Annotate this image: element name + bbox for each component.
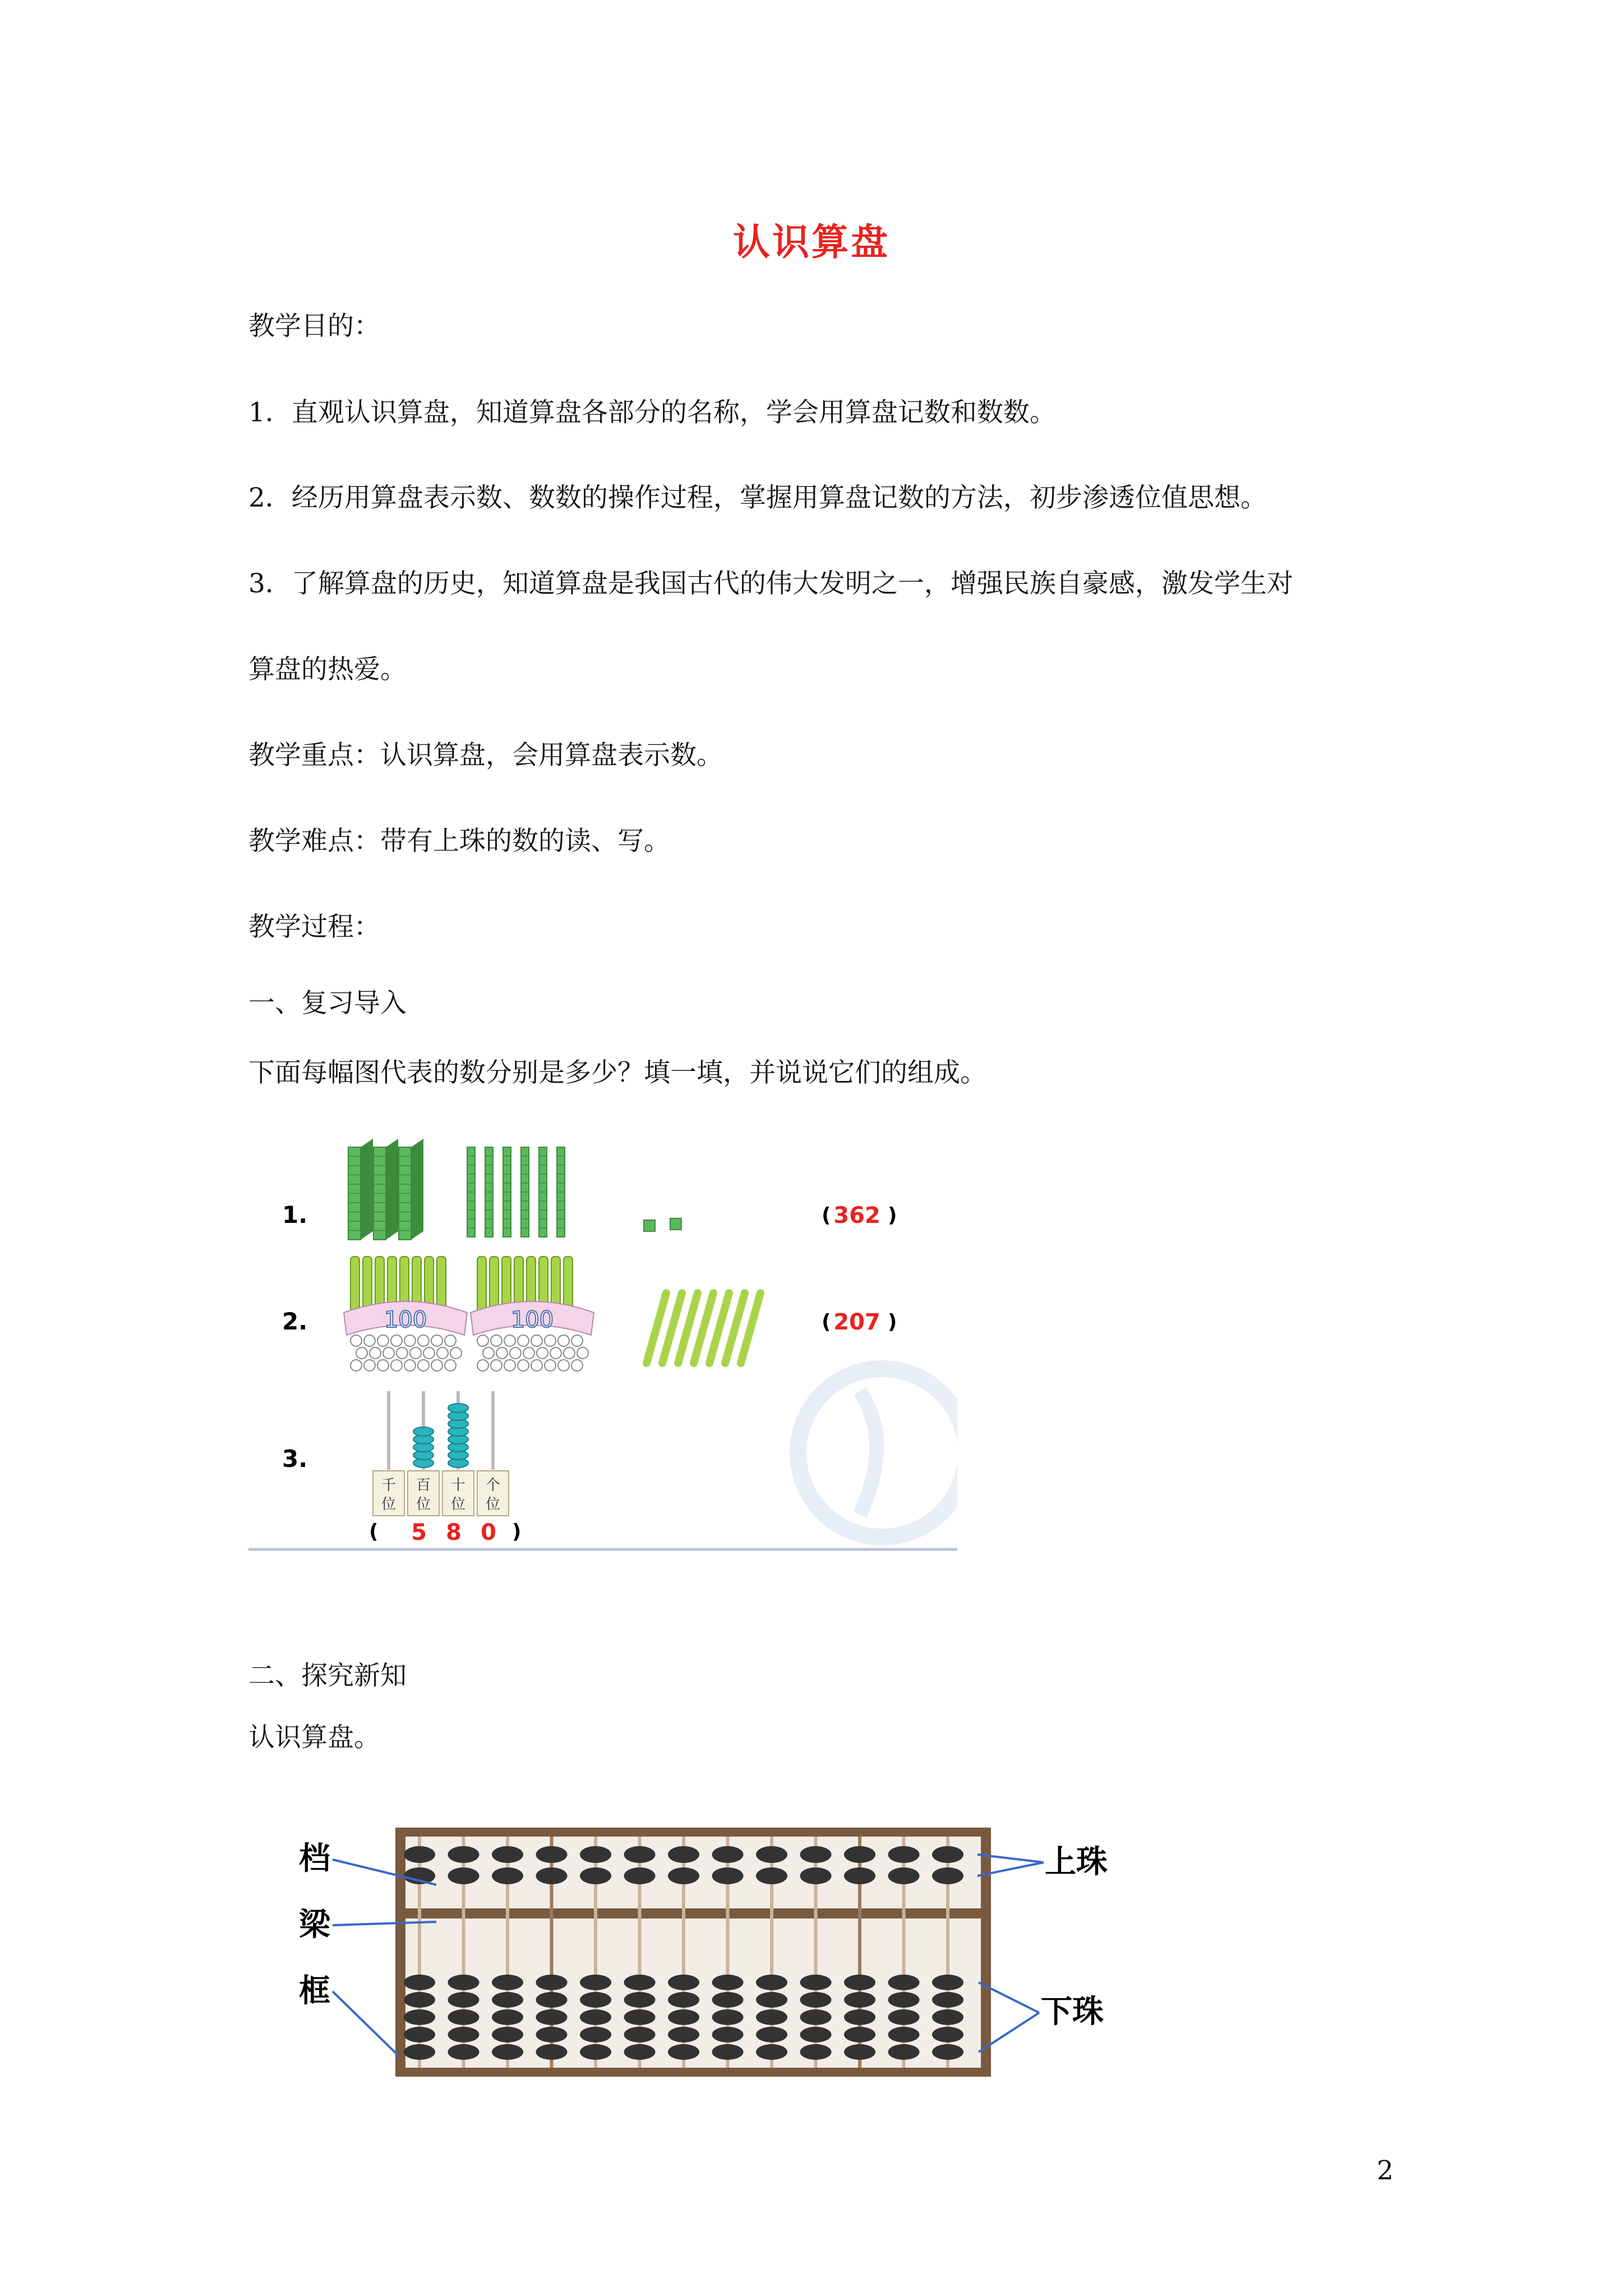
- lower-bead: [844, 2044, 875, 2060]
- lower-bead: [712, 2027, 744, 2042]
- lower-bead: [448, 2009, 479, 2025]
- lower-bead: [536, 1975, 568, 1990]
- bundle-label: 100: [384, 1307, 427, 1333]
- row-3-answer: [369, 1520, 521, 1545]
- lower-bead: [800, 2027, 832, 2042]
- single-sticks: [647, 1293, 760, 1363]
- lower-bead: [800, 1992, 832, 2008]
- ten-rod: [467, 1147, 475, 1237]
- lower-bead: [712, 1992, 744, 2008]
- lower-bead: [668, 1992, 699, 2008]
- upper-bead: [448, 1867, 479, 1884]
- hundred-bundle: [471, 1257, 594, 1371]
- ten-rod: [557, 1147, 565, 1237]
- lower-bead: [580, 1992, 611, 2008]
- row-2-answer: [822, 1309, 897, 1335]
- label-rod: 档: [299, 1841, 330, 1877]
- row-1-answer-value: 362: [833, 1203, 880, 1228]
- paren-open: (: [369, 1520, 379, 1543]
- label-beam: 梁: [299, 1907, 330, 1943]
- upper-bead: [448, 1846, 479, 1863]
- place-label-top: 千: [381, 1477, 396, 1494]
- ten-rods: [467, 1147, 565, 1237]
- ten-rod: [503, 1147, 511, 1237]
- lower-bead: [756, 2044, 787, 2060]
- upper-bead: [800, 1867, 832, 1884]
- counter-bead: [413, 1427, 434, 1436]
- paren-close: ): [888, 1310, 897, 1333]
- lower-bead: [932, 2027, 963, 2042]
- hundred-flats: [348, 1139, 423, 1240]
- upper-bead: [844, 1846, 875, 1863]
- upper-bead: [492, 1846, 523, 1863]
- upper-bead: [668, 1867, 699, 1884]
- hundred-bundles: [344, 1257, 594, 1371]
- lower-bead: [404, 2027, 435, 2042]
- lower-bead: [844, 2009, 875, 2025]
- upper-bead: [756, 1846, 787, 1863]
- counter-column: [408, 1391, 439, 1516]
- label-frame: 框: [299, 1973, 330, 2009]
- lower-bead: [492, 1975, 523, 1990]
- upper-bead: [932, 1867, 963, 1884]
- place-label-bottom: 位: [381, 1496, 396, 1513]
- unit-cubes: [644, 1218, 681, 1231]
- place-label-bottom: 位: [450, 1496, 466, 1513]
- lower-bead: [932, 1975, 963, 1990]
- lower-bead: [580, 2044, 611, 2060]
- answer-digit-ones: 0: [481, 1520, 496, 1545]
- lower-bead: [404, 1992, 435, 2008]
- unit-cube: [644, 1220, 655, 1231]
- lower-bead: [624, 1975, 656, 1990]
- section-explore: 二、探究新知: [248, 1660, 407, 1691]
- upper-bead: [756, 1867, 787, 1884]
- lower-bead: [800, 1975, 832, 1990]
- lower-bead: [888, 2044, 920, 2060]
- lower-bead: [756, 1992, 787, 2008]
- process-heading: 教学过程：: [248, 912, 380, 942]
- lower-bead: [668, 2044, 699, 2060]
- lower-bead: [492, 2044, 523, 2060]
- counter-column: [442, 1391, 474, 1516]
- answer-digit-tens: 8: [446, 1520, 462, 1545]
- row-2-number: 2.: [282, 1308, 308, 1335]
- paren-close: ): [888, 1204, 897, 1227]
- review-prompt: 下面每幅图代表的数分别是多少？填一填，并说说它们的组成。: [248, 1057, 986, 1088]
- lower-bead: [800, 2044, 832, 2060]
- upper-bead: [932, 1846, 963, 1863]
- lower-bead: [932, 2044, 963, 2060]
- lower-bead: [492, 1992, 523, 2008]
- lower-bead: [844, 2027, 875, 2042]
- upper-bead: [624, 1846, 656, 1863]
- row-3-number: 3.: [282, 1445, 308, 1473]
- lower-bead: [492, 2027, 523, 2042]
- lower-bead: [932, 2009, 963, 2025]
- upper-bead: [888, 1846, 920, 1863]
- aim-1: 1．直观认识算盘，知道算盘各部分的名称，学会用算盘记数和数数。: [248, 397, 1056, 428]
- upper-bead: [492, 1867, 523, 1884]
- abacus-figure: [248, 1806, 1154, 2098]
- place-label-top: 百: [416, 1477, 431, 1494]
- lower-bead: [536, 2009, 568, 2025]
- lower-bead: [448, 1992, 479, 2008]
- upper-bead: [404, 1846, 435, 1863]
- watermark-logo: [798, 1369, 957, 1537]
- upper-bead: [536, 1867, 568, 1884]
- lower-bead: [624, 1992, 656, 2008]
- lower-bead: [888, 2027, 920, 2042]
- counter-column: [477, 1391, 509, 1516]
- lower-bead: [756, 1975, 787, 1990]
- explore-prompt: 认识算盘。: [248, 1722, 380, 1753]
- row-1-answer: [822, 1203, 897, 1228]
- lower-bead: [448, 2027, 479, 2042]
- upper-bead: [800, 1846, 832, 1863]
- lower-bead: [404, 2009, 435, 2025]
- lower-bead: [756, 2009, 787, 2025]
- review-figure: [248, 1128, 957, 1554]
- place-label-top: 个: [485, 1477, 501, 1494]
- aims-heading: 教学目的：: [248, 311, 380, 342]
- abacus-beam: [405, 1908, 981, 1918]
- place-label-top: 十: [450, 1477, 466, 1494]
- lower-bead: [888, 1975, 920, 1990]
- ten-rod: [521, 1147, 529, 1237]
- answer-digit-hundreds: 5: [411, 1520, 427, 1545]
- lower-bead: [800, 2009, 832, 2025]
- page-number: 2: [1377, 2155, 1394, 2186]
- lower-bead: [712, 2009, 744, 2025]
- aim-2: 2．经历用算盘表示数、数数的操作过程，掌握用算盘记数的方法，初步渗透位值思想。: [248, 482, 1267, 513]
- lower-bead: [844, 1975, 875, 1990]
- hundred-flat: [374, 1139, 398, 1240]
- lower-bead: [668, 2027, 699, 2042]
- hundred-flat: [348, 1139, 373, 1240]
- section-review: 一、复习导入: [248, 988, 407, 1019]
- lower-bead: [404, 2044, 435, 2060]
- upper-bead: [668, 1846, 699, 1863]
- upper-bead: [580, 1846, 611, 1863]
- lower-bead: [404, 1975, 435, 1990]
- row-2-answer-value: 207: [833, 1309, 880, 1335]
- aim-3-line1: 3．了解算盘的历史，知道算盘是我国古代的伟大发明之一，增强民族自豪感，激发学生对: [248, 568, 1293, 599]
- upper-bead: [712, 1867, 744, 1884]
- counter-column: [373, 1391, 404, 1516]
- lower-bead: [712, 1975, 744, 1990]
- lower-bead: [448, 1975, 479, 1990]
- lower-bead: [492, 2009, 523, 2025]
- difficulty: 教学难点：带有上珠的数的读、写。: [248, 826, 670, 857]
- upper-bead: [888, 1867, 920, 1884]
- row-1-number: 1.: [282, 1201, 308, 1228]
- lower-bead: [844, 1992, 875, 2008]
- lower-bead: [932, 1992, 963, 2008]
- lower-bead: [668, 2009, 699, 2025]
- lower-bead: [668, 1975, 699, 1990]
- lower-bead: [580, 1975, 611, 1990]
- upper-bead: [624, 1867, 656, 1884]
- lower-bead: [888, 1992, 920, 2008]
- place-value-counter: [373, 1391, 509, 1516]
- lower-bead: [624, 2044, 656, 2060]
- lower-bead: [448, 2044, 479, 2060]
- hundred-flat: [399, 1139, 423, 1240]
- lower-bead: [756, 2027, 787, 2042]
- lower-bead: [536, 2027, 568, 2042]
- lower-bead: [712, 2044, 744, 2060]
- place-label-bottom: 位: [416, 1496, 431, 1513]
- upper-bead: [844, 1867, 875, 1884]
- upper-bead: [536, 1846, 568, 1863]
- label-upper-bead: 上珠: [1045, 1844, 1108, 1880]
- ten-rod: [539, 1147, 547, 1237]
- hundred-bundle: [344, 1257, 467, 1371]
- lower-bead: [888, 2009, 920, 2025]
- lower-bead: [624, 2027, 656, 2042]
- upper-bead: [580, 1867, 611, 1884]
- lower-bead: [580, 2027, 611, 2042]
- counter-bead: [448, 1404, 468, 1412]
- paren-open: (: [822, 1310, 831, 1333]
- upper-bead: [712, 1846, 744, 1863]
- label-lower-bead: 下珠: [1041, 1994, 1104, 2030]
- aim-3-line2: 算盘的热爱。: [248, 654, 407, 685]
- lower-bead: [624, 2009, 656, 2025]
- bundle-label: 100: [510, 1307, 554, 1333]
- lower-bead: [580, 2009, 611, 2025]
- place-label-bottom: 位: [485, 1496, 501, 1513]
- paren-close: ): [512, 1520, 522, 1543]
- key-point: 教学重点：认识算盘，会用算盘表示数。: [248, 740, 723, 771]
- page-title: 认识算盘: [733, 220, 890, 264]
- lower-bead: [536, 1992, 568, 2008]
- lower-bead: [536, 2044, 568, 2060]
- pointer-frame: [333, 1991, 399, 2056]
- paren-open: (: [822, 1204, 831, 1227]
- ten-rod: [485, 1147, 493, 1237]
- unit-cube: [670, 1218, 681, 1230]
